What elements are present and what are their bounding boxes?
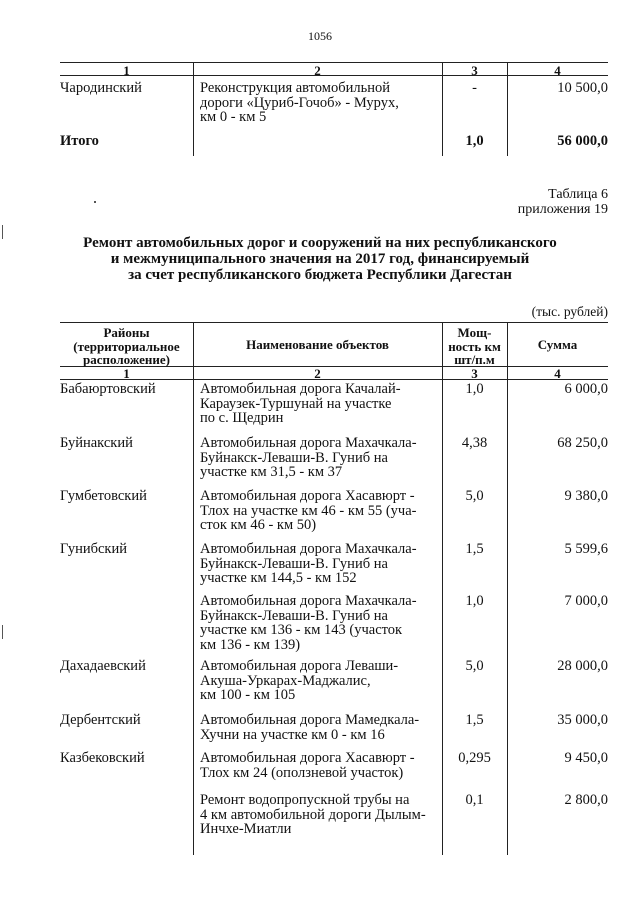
row-capacity: 0,1: [465, 792, 484, 808]
main-table-divider: [442, 322, 443, 855]
row-amount: 7 000,0: [564, 593, 608, 609]
page-number: 1056: [308, 29, 332, 43]
row-object: Автомобильная дорога Хасавюрт - Тлох км 24 (оползневой участок): [200, 750, 415, 781]
main-col-number-4: 4: [554, 366, 561, 381]
top-row-object: Реконструкция автомобильной дороги «Цуриб-Гочоб» - Мурух, км 0 - км 5: [200, 80, 399, 125]
table-caption: Таблица 6 приложения 19: [517, 187, 608, 217]
main-table-border: [60, 322, 608, 323]
row-capacity: 1,0: [465, 593, 484, 609]
row-amount: 5 599,6: [564, 541, 608, 557]
main-col-number-1: 1: [123, 366, 130, 381]
row-district: Казбековский: [60, 750, 145, 766]
main-col-number-3: 3: [471, 366, 478, 381]
top-row-amount: 10 500,0: [557, 80, 608, 96]
row-object: Ремонт водопропускной трубы на 4 км автомобильной дороги Дылым- Инчхе-Миатли: [200, 792, 426, 837]
top-row-capacity: -: [472, 80, 477, 96]
top-col-number-3: 3: [471, 63, 478, 78]
main-table-divider: [193, 322, 194, 855]
total-label: Итого: [60, 133, 99, 149]
row-object: Автомобильная дорога Махачкала- Буйнакск-Леваши-В. Гуниб на участке км 136 - км 143 (участок км 136 - км 139): [200, 593, 417, 653]
row-district: Дербентский: [60, 712, 141, 728]
scan-mark: [94, 201, 96, 203]
row-object: Автомобильная дорога Мамедкала- Хучни на участке км 0 - км 16: [200, 712, 420, 743]
row-district: Бабаюртовский: [60, 381, 156, 397]
row-object: Автомобильная дорога Хасавюрт - Тлох на участке км 46 - км 55 (уча- сток км 46 - км 50): [200, 488, 417, 533]
top-row-district: Чародинский: [60, 80, 142, 96]
row-amount: 35 000,0: [557, 712, 608, 728]
row-district: Гунибский: [60, 541, 127, 557]
top-table-border: [60, 62, 608, 63]
top-col-number-2: 2: [314, 63, 321, 78]
header-capacity: Мощ- ность км шт/п.м: [448, 325, 501, 368]
row-district: Дахадаевский: [60, 658, 146, 674]
row-amount: 2 800,0: [564, 792, 608, 808]
row-amount: 28 000,0: [557, 658, 608, 674]
header-district: Районы (территориальное расположение): [73, 325, 180, 368]
document-title: Ремонт автомобильных дорог и сооружений на них республиканского и межмуниципального значения на 2017 год, финансируемый за счет республиканского бюджета Республики Дагестан: [83, 235, 557, 283]
row-capacity: 0,295: [458, 750, 491, 766]
row-object: Автомобильная дорога Махачкала- Буйнакск-Леваши-В. Гуниб на участке км 144,5 - км 152: [200, 541, 417, 586]
scan-mark: [2, 225, 3, 239]
header-amount: Сумма: [537, 337, 578, 352]
row-capacity: 5,0: [465, 658, 484, 674]
top-col-number-1: 1: [123, 63, 130, 78]
row-object: Автомобильная дорога Махачкала- Буйнакск-Леваши-В. Гуниб на участке км 31,5 - км 37: [200, 435, 417, 480]
row-object: Автомобильная дорога Леваши- Акуша-Уркарах-Маджалис, км 100 - км 105: [200, 658, 399, 703]
row-object: Автомобильная дорога Качалай- Караузек-Туршунай на участке по с. Щедрин: [200, 381, 401, 426]
row-capacity: 4,38: [461, 435, 488, 451]
header-object: Наименование объектов: [246, 337, 389, 352]
row-amount: 9 380,0: [564, 488, 608, 504]
row-capacity: 5,0: [465, 488, 484, 504]
row-capacity: 1,0: [465, 381, 484, 397]
row-district: Буйнакский: [60, 435, 133, 451]
main-col-number-2: 2: [314, 366, 321, 381]
total-amount: 56 000,0: [557, 133, 608, 149]
main-table-divider: [507, 322, 508, 855]
top-col-number-4: 4: [554, 63, 561, 78]
row-capacity: 1,5: [465, 712, 484, 728]
row-amount: 68 250,0: [557, 435, 608, 451]
row-amount: 6 000,0: [564, 381, 608, 397]
scan-mark: [2, 625, 3, 639]
row-capacity: 1,5: [465, 541, 484, 557]
units-label: (тыс. рублей): [531, 304, 608, 319]
row-district: Гумбетовский: [60, 488, 147, 504]
total-capacity: 1,0: [465, 133, 484, 149]
row-amount: 9 450,0: [564, 750, 608, 766]
